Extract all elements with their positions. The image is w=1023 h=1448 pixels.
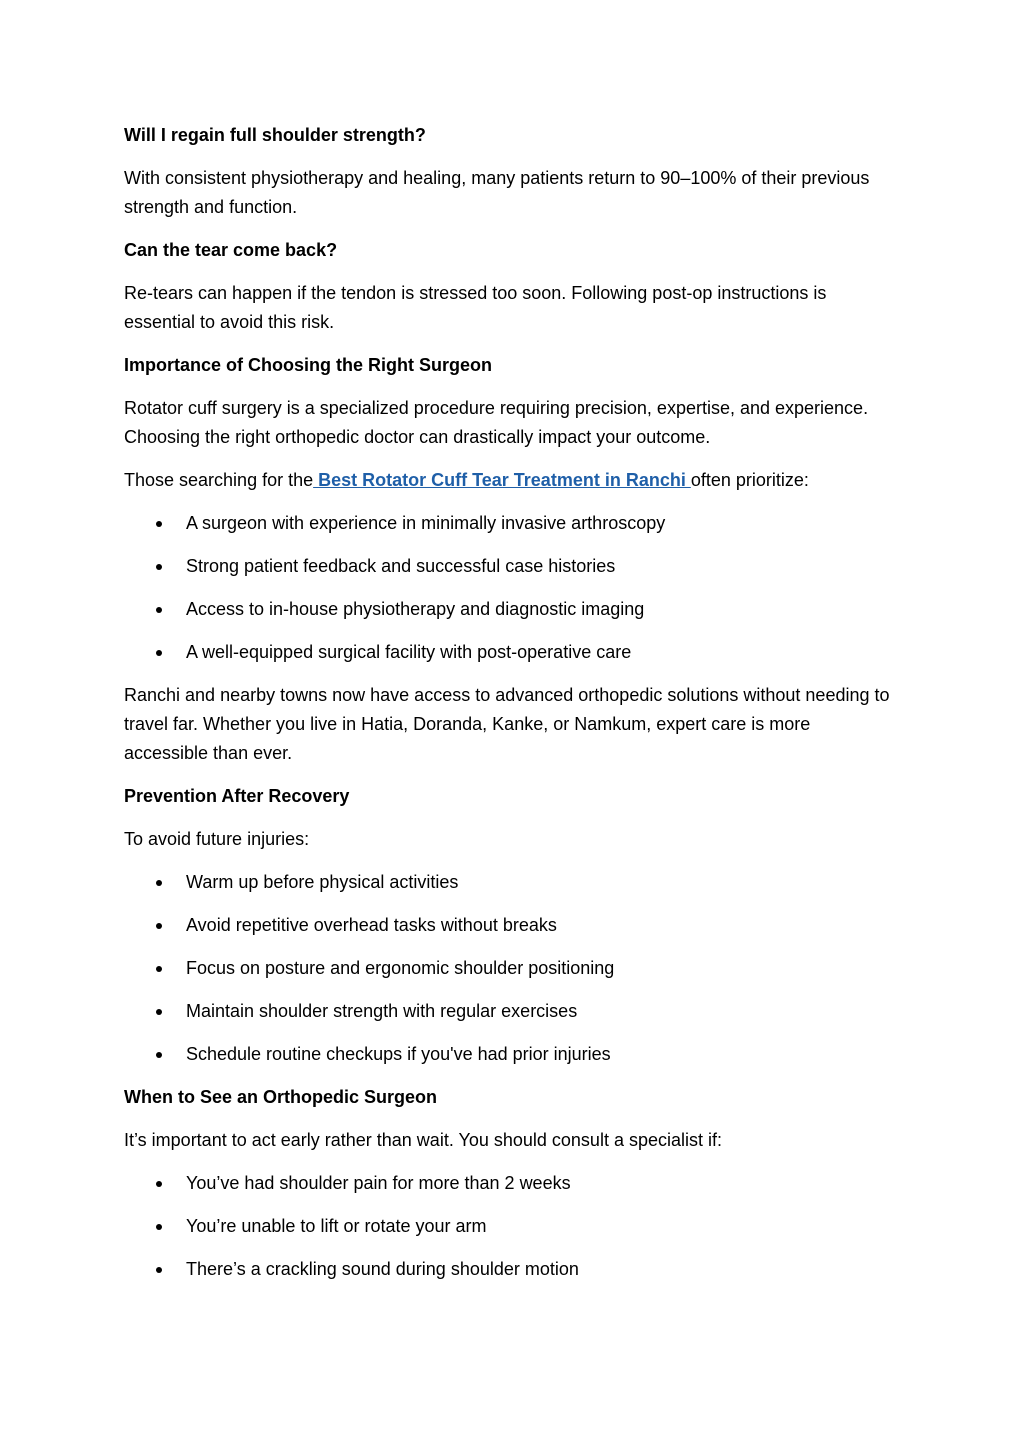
list-item [124,1255,896,1284]
list-item [124,868,896,897]
bullet-icon [156,880,162,886]
faq-strength-heading: Will I regain full shoulder strength? [124,125,426,145]
list-item [124,552,896,581]
when-intro: It’s important to act early rather than wait. You should consult a specialist if: [124,1130,722,1150]
ranchi-paragraph: Ranchi and nearby towns now have access to advanced orthopedic solutions without needing to travel far. Whether you live in Hatia, Doranda, Kanke, or Namkum, expert care is more accessible than ever. [124,685,890,763]
search-suffix: often prioritize: [690,470,809,490]
list-item [124,509,896,538]
search-prefix: Those searching for the [124,470,314,490]
search-paragraph [124,466,896,495]
list-item-text: Avoid repetitive overhead tasks without breaks [186,915,557,935]
list-item [124,997,896,1026]
list-item [124,911,896,940]
list-item-text: A surgeon with experience in minimally invasive arthroscopy [186,513,666,533]
bullet-icon [156,1267,162,1273]
faq-retear-heading: Can the tear come back? [124,240,338,260]
list-item-text: A well-equipped surgical facility with post-operative care [186,642,632,662]
list-item-text: Strong patient feedback and successful case histories [186,556,616,576]
bullet-icon [156,923,162,929]
document-body [124,121,896,1298]
list-item [124,1212,896,1241]
prevention-heading: Prevention After Recovery [124,786,350,806]
list-item [124,1169,896,1198]
list-item-text: Schedule routine checkups if you've had prior injuries [186,1044,611,1064]
bullet-icon [156,1052,162,1058]
list-item [124,638,896,667]
bullet-icon [156,650,162,656]
surgeon-paragraph: Rotator cuff surgery is a specialized procedure requiring precision, expertise, and experience. Choosing the right orthopedic doctor can drastically impact your outcome. [124,398,869,447]
list-item-text: You’ve had shoulder pain for more than 2 weeks [186,1173,571,1193]
symptoms-list [124,1169,896,1284]
bullet-icon [156,1224,162,1230]
priorities-list [124,509,896,667]
list-item [124,954,896,983]
list-item-text: You’re unable to lift or rotate your arm [186,1216,487,1236]
prevention-list [124,868,896,1069]
bullet-icon [156,966,162,972]
faq-strength-answer: With consistent physiotherapy and healing, many patients return to 90–100% of their previous strength and function. [124,168,870,217]
list-item-text: Warm up before physical activities [186,872,459,892]
prevention-intro: To avoid future injuries: [124,829,310,849]
faq-retear-answer: Re-tears can happen if the tendon is stressed too soon. Following post-op instructions is essential to avoid this risk. [124,283,827,332]
list-item-text: Access to in-house physiotherapy and diagnostic imaging [186,599,645,619]
bullet-icon [156,1181,162,1187]
list-item [124,595,896,624]
bullet-icon [156,521,162,527]
when-heading: When to See an Orthopedic Surgeon [124,1087,438,1107]
list-item-text: There’s a crackling sound during shoulder motion [186,1259,579,1279]
surgeon-heading: Importance of Choosing the Right Surgeon [124,355,492,375]
bullet-icon [156,607,162,613]
bullet-icon [156,564,162,570]
bullet-icon [156,1009,162,1015]
list-item-text: Maintain shoulder strength with regular exercises [186,1001,578,1021]
treatment-link[interactable]: Best Rotator Cuff Tear Treatment in Ranchi [313,470,691,490]
list-item-text: Focus on posture and ergonomic shoulder positioning [186,958,615,978]
list-item [124,1040,896,1069]
